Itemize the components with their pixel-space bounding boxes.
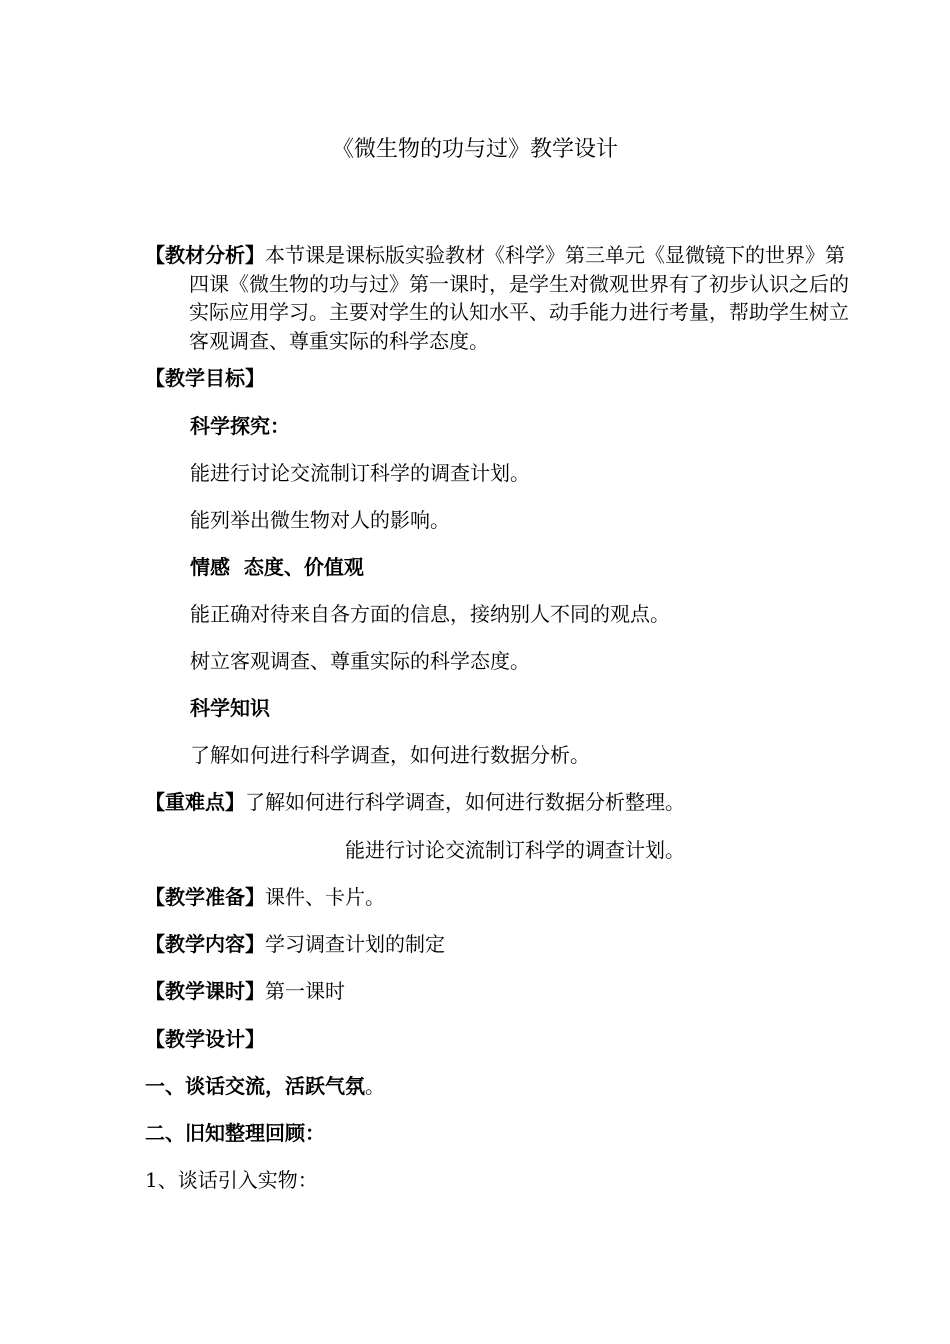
inquiry-item: 能进行讨论交流制订科学的调查计划。 (190, 461, 530, 485)
preparation-line (145, 882, 385, 912)
goals-label: 【教学目标】 (145, 366, 265, 390)
step1-line (145, 1071, 385, 1101)
step1-heading: 一、谈话交流，活跃气氛 (145, 1074, 365, 1098)
content-label: 【教学内容】 (145, 932, 265, 956)
knowledge-heading: 科学知识 (190, 696, 270, 720)
attitude-item: 能正确对待来自各方面的信息，接纳别人不同的观点。 (190, 602, 670, 626)
key-points-label: 【重难点】 (145, 790, 245, 814)
design-label: 【教学设计】 (145, 1027, 265, 1051)
step2-heading: 二、旧知整理回顾： (145, 1121, 325, 1145)
analysis-text: 本节课是课标版实验教材《科学》第三单元《显微镜下的世界》第四课《微生物的功与过》第一课时，是学生对微观世界有了初步认识之后的实际应用学习。主要对学生的认知水平、动手能力进行考量，帮助学生树立客观调查、尊重实际的科学态度。 (189, 243, 849, 353)
inquiry-heading: 科学探究： (190, 414, 290, 438)
attitude-heading: 情感 态度、价值观 (190, 555, 364, 579)
period-label: 【教学课时】 (145, 979, 265, 1003)
inquiry-item: 能列举出微生物对人的影响。 (190, 508, 450, 532)
document-title: 《微生物的功与过》教学设计 (331, 137, 618, 162)
knowledge-item: 了解如何进行科学调查，如何进行数据分析。 (190, 743, 590, 767)
key-points-text: 了解如何进行科学调查，如何进行数据分析整理。 (245, 790, 685, 814)
content-text: 学习调查计划的制定 (265, 932, 445, 956)
content-line (145, 929, 445, 959)
analysis-label: 【教材分析】 (145, 243, 265, 267)
preparation-label: 【教学准备】 (145, 885, 265, 909)
period-line (145, 976, 345, 1006)
attitude-item: 树立客观调查、尊重实际的科学态度。 (190, 649, 530, 673)
step2-item-1: 1、谈话引入实物： (145, 1168, 318, 1192)
key-points-line (145, 787, 685, 817)
period-text: 第一课时 (265, 979, 345, 1003)
step1-tail: 。 (365, 1074, 385, 1098)
analysis-paragraph (145, 241, 859, 355)
key-points-text-2: 能进行讨论交流制订科学的调查计划。 (345, 838, 685, 862)
preparation-text: 课件、卡片。 (265, 885, 385, 909)
